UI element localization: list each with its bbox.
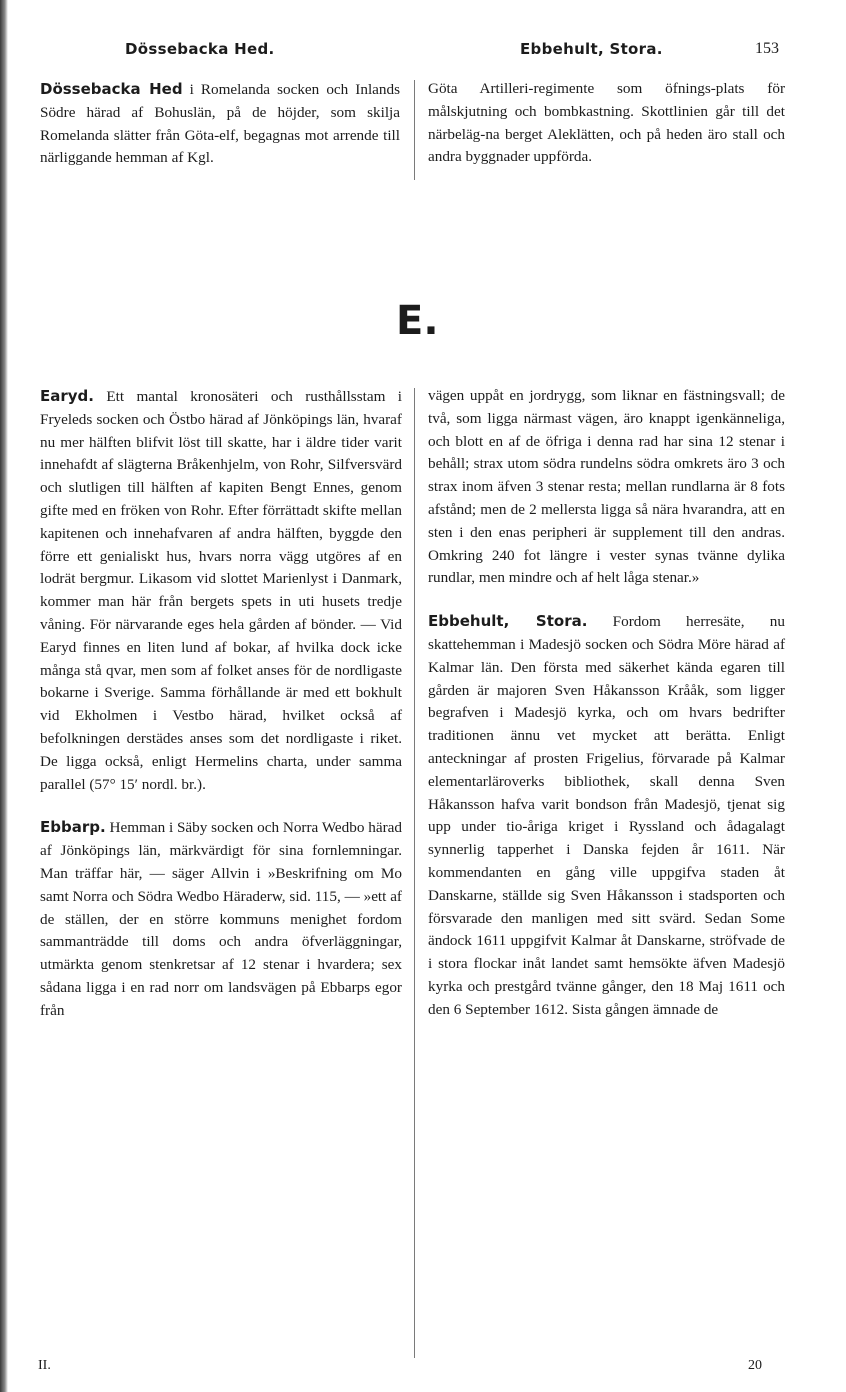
left-column: [40, 385, 402, 1023]
entry-text: Fordom herresäte, nu skattehemman i Madesjö socken och Södra Möre härad af Kalmar län. Den första med säkerhet kända egaren till gården är majoren Sven Håkansson Krååk, som ligger begrafven i Madesjö kyrka, och om hvars bedrifter traditionen ännu vet mycket att berätta. Enligt anteckningar af prosten Frigelius, förvarade på Kalmar elementarläroverks bibliothek, skall denna Sven Håkansson hafva varit bondson från Madesjö, tjenat sig upp under tio-åriga kriget i Ryssland och ådagalagt synnerlig tapperhet i Danska fejden år 1611. När kommendanten en gång ville uppgifva staden åt Danskarne, ställde sig Sven Håkansson i stadsporten och försvarade den manligen med sitt svärd. Sedan Some ändock 1611 uppgifvit Kalmar åt Danskarne, ströfvade de i stora flockar inåt landet samt hemsökte äfven Madesjö kyrka och prestgård tvänne gånger, den 18 Maj 1611 och den 6 September 1612. Sista gången ämnade de: [428, 613, 785, 1018]
entry-ebbarp-continued: vägen uppåt en jordrygg, som liknar en fästningsvall; de två, som ligga närmast vägen, äro knappt igenkänneliga, och blott en af de öfriga i denna rad har sina 12 stenar i behåll; strax utom södra rundelns södra omkrets äro 3 och strax inom äfven 3 stenar resta; mellan rundlarna är 8 fots afstånd; men de 2 mellersta ligga så nära hvarandra, att en sten i den enas peripheri är supplement till den andras. Omkring 240 fot längre i vester synas tvänne dylika rundlar, men mindre och af helt låga stenar.»: [428, 387, 785, 587]
entry-ebbarp: [40, 816, 402, 1022]
header-left-title: Dössebacka Hed.: [125, 40, 275, 58]
section-letter: E.: [396, 298, 439, 344]
entry-dossebacka-continued: [428, 78, 785, 169]
entry-text: Göta Artilleri-regimente som öfnings-plats för målskjutning och bombkastning. Skottlinien går till det närbeläg-na berget Aleklätten, och på heden äro stall och andra byggnader uppförda.: [428, 80, 785, 166]
running-header: [0, 40, 846, 62]
entry-text: Ett mantal kronosäteri och rusthållsstam i Fryeleds socken och Östbo härad af Jönköpings län, hvaraf nu mer hälften blifvit löst till skatte, har i äldre tider varit innehafdt af slägterna Bråkenhjelm, von Rohr, Silfversvärd och slutligen till hälften af kapiten Bengt Ennes, genom gifte med en fröken von Rohr. Efter förrättadt skifte mellan kapitenen och innehafvaren af andra hälften, byggde den förre ett genialiskt hus, hvars norra vägg utgöres af en lodrät bergmur. Likasom vid slottet Marienlyst i Danmark, kommer man här från bergets spets in uti husets tredje våning. För närvarande eges hela gården af bönder. — Vid Earyd finnes en liten lund af bokar, af hvilka dock icke många stå qvar, men som af folket anses för de nordligaste bokarne i Sverige. Samma förhållande är med ett bokhult vid Ekholmen i Vestbo härad, hvilket också af befolkningen derstädes anses som det nordligaste i riket. De ligga också, enligt Hermelins charta, under samma parallel (57° 15′ nordl. br.).: [40, 388, 402, 793]
entry-ebbehult: [428, 610, 785, 1021]
page-number: 153: [755, 40, 779, 57]
headword-ebbarp: Ebbarp.: [40, 818, 106, 837]
headword-dossebacka: Dössebacka Hed: [40, 80, 183, 98]
headword-earyd: Earyd.: [40, 387, 94, 405]
entry-earyd: [40, 385, 402, 796]
column-rule-top: [414, 80, 415, 180]
signature-mark: II.: [38, 1358, 51, 1373]
right-column: [428, 385, 785, 1022]
entry-dossebacka: [40, 78, 400, 170]
headword-ebbehult: Ebbehult, Stora.: [428, 612, 588, 631]
sheet-number: 20: [748, 1358, 762, 1373]
page-edge-shadow: [0, 0, 8, 1392]
header-right-title: Ebbehult, Stora.: [520, 40, 663, 58]
column-rule: [414, 388, 415, 1358]
entry-text: i Romelanda socken och Inlands Södre härad af Bohuslän, på de höjder, som skilja Romelanda slätter från Göta-elf, begagnas mot arrende till närliggande hemman af Kgl.: [40, 81, 400, 167]
entry-text: Hemman i Säby socken och Norra Wedbo härad af Jönköpings län, märkvärdigt för sina fornlemningar. Man träffar här, — säger Allvin i »Beskrifning om Mo samt Norra och Södra Wedbo Häraderw, sid. 115, — »ett af de ställen, der en större kommuns menighet fordom sammanträdde till doms och andra öfverläggningar, utmärkta genom stenkretsar af 12 stenar i hvardera; sex sådana ligga i en rad norr om landsvägen på Ebbarps egor från: [40, 819, 402, 1019]
